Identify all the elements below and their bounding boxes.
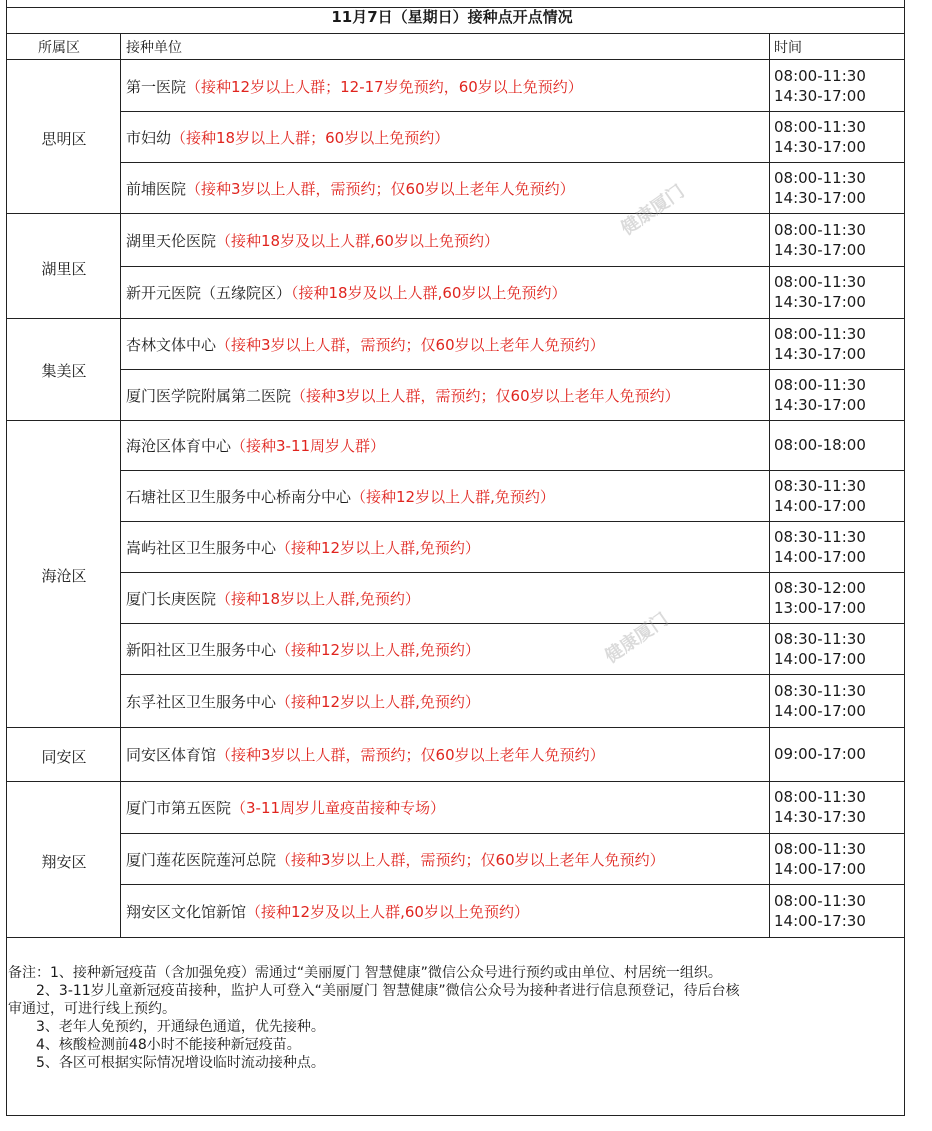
time-range: 09:00-17:00: [774, 745, 866, 763]
table-row-unit: [126, 282, 566, 303]
unit-note: （接种12岁以上人群,免预约）: [351, 488, 555, 506]
time-range: 14:00-17:00: [774, 860, 866, 878]
unit-note: （接种18岁及以上人群,60岁以上免预约）: [291, 284, 567, 302]
table-row-time: [774, 744, 866, 764]
unit-name: 杏林文体中心: [126, 336, 217, 354]
row-line: [120, 521, 904, 522]
table-row-time: [774, 891, 866, 931]
unit-name: 厦门长庚医院: [126, 590, 217, 608]
table-row-unit: [126, 435, 385, 456]
time-range: 14:30-17:30: [774, 808, 866, 826]
time-range: 08:00-18:00: [774, 436, 866, 454]
table-row-time: [774, 476, 866, 516]
table-row-time: [774, 578, 866, 618]
table-row-unit: [126, 849, 665, 870]
unit-name: 市妇幼: [126, 129, 172, 147]
header-unit: 接种单位: [126, 40, 182, 56]
time-range: 14:00-17:00: [774, 497, 866, 515]
unit-note: （接种3岁以上人群，需预约；仅60岁以上老年人免预约）: [186, 180, 575, 198]
unit-name: 海沧区体育中心: [126, 437, 232, 455]
table-row-unit: [126, 127, 449, 148]
unit-note: （3-11周岁儿童疫苗接种专场）: [231, 799, 446, 817]
district-haicang: 海沧区: [41, 567, 87, 585]
time-range: 08:00-11:30: [774, 840, 866, 858]
time-range: 08:30-11:30: [774, 682, 866, 700]
table-row-unit: [126, 486, 555, 507]
unit-name: 厦门医学院附属第二医院: [126, 387, 292, 405]
table-row-unit: [126, 744, 605, 765]
unit-note: （接种18岁及以上人群,60岁以上免预约）: [216, 232, 499, 250]
row-line: [120, 623, 904, 624]
unit-name: 前埔医院: [126, 180, 187, 198]
table-row-unit: [126, 588, 420, 609]
unit-note: （接种3-11周岁人群）: [231, 437, 386, 455]
district-line: [6, 213, 904, 214]
table-row-unit: [126, 334, 605, 355]
watermark: 健康厦门: [601, 608, 673, 668]
frame-left-line: [6, 0, 7, 1116]
unit-note: （接种12岁以上人群,免预约）: [276, 539, 480, 557]
district-line: [6, 318, 904, 319]
row-line: [120, 369, 904, 370]
district-line: [6, 727, 904, 728]
frame-right-line: [904, 0, 905, 1116]
column-line-1: [120, 33, 121, 937]
time-range: 14:30-17:00: [774, 293, 866, 311]
unit-name: 第一医院: [126, 78, 187, 96]
table-row-unit: [126, 178, 575, 199]
table-row-time: [774, 117, 866, 157]
time-range: 08:00-11:30: [774, 273, 866, 291]
table-title: 11月7日（星期日）接种点开点情况: [331, 8, 573, 26]
table-row-time: [774, 220, 866, 260]
unit-note: （接种18岁以上人群；60岁以上免预约）: [171, 129, 450, 147]
unit-note: （接种12岁以上人群,免预约）: [276, 641, 480, 659]
time-range: 14:30-17:00: [774, 396, 866, 414]
time-range: 14:30-17:00: [774, 189, 866, 207]
table-row-unit: [126, 639, 480, 660]
unit-name: 新开元医院（五缘院区）: [126, 284, 292, 302]
header-district: 所属区: [38, 40, 80, 56]
time-range: 08:00-11:30: [774, 788, 866, 806]
unit-note: （接种3岁以上人群，需预约；仅60岁以上老年人免预约）: [291, 387, 680, 405]
time-range: 14:00-17:30: [774, 912, 866, 930]
table-row-unit: [126, 691, 480, 712]
time-range: 08:00-11:30: [774, 67, 866, 85]
unit-note: （接种3岁以上人群，需预约；仅60岁以上老年人免预约）: [216, 336, 605, 354]
unit-note: （接种3岁以上人群，需预约；仅60岁以上老年人免预约）: [216, 746, 605, 764]
time-range: 08:00-11:30: [774, 892, 866, 910]
table-row-time: [774, 839, 866, 879]
time-range: 08:00-11:30: [774, 325, 866, 343]
unit-name: 东孚社区卫生服务中心: [126, 693, 277, 711]
district-huli: 湖里区: [41, 260, 87, 278]
district-jimei: 集美区: [41, 362, 87, 380]
district-xiangan: 翔安区: [41, 853, 87, 871]
time-range: 14:30-17:00: [774, 138, 866, 156]
header-time: 时间: [774, 40, 802, 56]
table-row-time: [774, 375, 866, 415]
time-range: 14:00-17:00: [774, 702, 866, 720]
unit-name: 翔安区文化馆新馆: [126, 903, 247, 921]
table-row-unit: [126, 797, 445, 818]
unit-name: 嵩屿社区卫生服务中心: [126, 539, 277, 557]
table-row-unit: [126, 385, 680, 406]
time-range: 13:00-17:00: [774, 599, 866, 617]
note-line: 5、各区可根据实际情况增设临时流动接种点。: [8, 1055, 325, 1071]
time-range: 08:00-11:30: [774, 376, 866, 394]
time-range: 08:30-11:30: [774, 477, 866, 495]
column-line-2: [769, 33, 770, 937]
unit-note: （接种12岁及以上人群,60岁以上免预约）: [246, 903, 529, 921]
time-range: 08:30-11:30: [774, 528, 866, 546]
unit-name: 新阳社区卫生服务中心: [126, 641, 277, 659]
table-row-unit: [126, 230, 499, 251]
row-line: [120, 884, 904, 885]
time-range: 08:00-11:30: [774, 118, 866, 136]
note-line: 4、核酸检测前48小时不能接种新冠疫苗。: [8, 1037, 301, 1053]
unit-name: 石塘社区卫生服务中心桥南分中心: [126, 488, 352, 506]
unit-note: （接种12岁以上人群,免预约）: [276, 693, 480, 711]
frame-bottom-line: [6, 1115, 904, 1116]
table-row-time: [774, 787, 866, 827]
unit-name: 厦门莲花医院莲河总院: [126, 851, 277, 869]
unit-note: （接种3岁以上人群，需预约；仅60岁以上老年人免预约）: [276, 851, 665, 869]
unit-note: （接种18岁以上人群,免预约）: [216, 590, 420, 608]
time-range: 08:30-11:30: [774, 630, 866, 648]
table-row-time: [774, 681, 866, 721]
time-range: 08:00-11:30: [774, 169, 866, 187]
district-line: [6, 420, 904, 421]
unit-name: 湖里天伦医院: [126, 232, 217, 250]
row-line: [120, 162, 904, 163]
table-row-time: [774, 324, 866, 364]
table-row-time: [774, 527, 866, 567]
unit-name: 厦门市第五医院: [126, 799, 232, 817]
table-bottom-line: [6, 937, 904, 938]
time-range: 08:00-11:30: [774, 221, 866, 239]
table-row-time: [774, 629, 866, 669]
table-row-time: [774, 435, 866, 455]
unit-name: 同安区体育馆: [126, 746, 217, 764]
row-line: [120, 674, 904, 675]
district-line: [6, 781, 904, 782]
time-range: 08:30-12:00: [774, 579, 866, 597]
watermark: 健康厦门: [617, 180, 689, 240]
note-line: 审通过，可进行线上预约。: [8, 1001, 176, 1017]
table-row-time: [774, 66, 866, 106]
district-tongan: 同安区: [41, 748, 87, 766]
table-row-unit: [126, 76, 583, 97]
table-row-time: [774, 168, 866, 208]
row-line: [120, 266, 904, 267]
notes-section: [8, 964, 898, 1072]
table-row-unit: [126, 537, 480, 558]
row-line: [120, 470, 904, 471]
table-row-unit: [126, 901, 529, 922]
row-line: [120, 833, 904, 834]
district-siming: 思明区: [41, 130, 87, 148]
time-range: 14:30-17:00: [774, 241, 866, 259]
row-line: [120, 111, 904, 112]
table-row-time: [774, 272, 866, 312]
note-line: 3、老年人免预约，开通绿色通道，优先接种。: [8, 1019, 325, 1035]
time-range: 14:30-17:00: [774, 345, 866, 363]
time-range: 14:30-17:00: [774, 87, 866, 105]
note-line: 2、3-11岁儿童新冠疫苗接种，监护人可登入“美丽厦门 智慧健康”微信公众号为接种者进行信息预登记，待后台核: [8, 983, 740, 999]
unit-note: （接种12岁以上人群；12-17岁免预约，60岁以上免预约）: [186, 78, 583, 96]
time-range: 14:00-17:00: [774, 650, 866, 668]
row-line: [120, 572, 904, 573]
note-line: 备注：1、接种新冠疫苗（含加强免疫）需通过“美丽厦门 智慧健康”微信公众号进行预约或由单位、村居统一组织。: [8, 965, 722, 981]
time-range: 14:00-17:00: [774, 548, 866, 566]
